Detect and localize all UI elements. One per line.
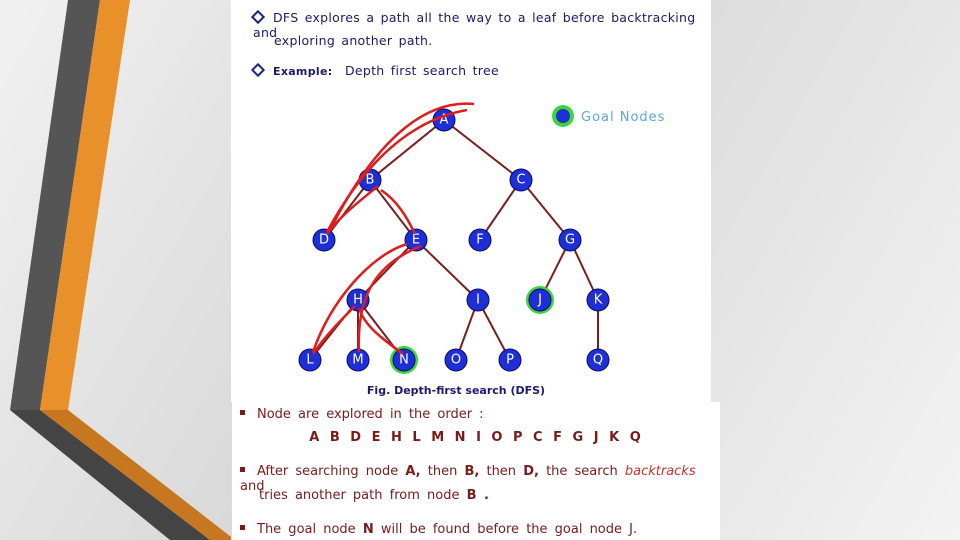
square-bullet-icon: [240, 467, 245, 472]
node-n-ref: N: [362, 522, 374, 537]
backtrack-text: and: [240, 479, 265, 494]
diagram-panel: [231, 0, 711, 402]
bullet-order-intro: [240, 407, 484, 422]
tree-node-label-q: Q: [592, 352, 604, 368]
backtrack-text: tries another path from node: [259, 488, 460, 503]
tree-node-label-h: H: [353, 292, 363, 308]
example-text: Depth first search tree: [344, 63, 499, 78]
bullet-text-line2: exploring another path.: [274, 33, 433, 48]
square-bullet-icon: [240, 525, 245, 530]
goal-legend-node-icon: [556, 109, 570, 123]
tree-node-label-a: A: [439, 112, 449, 128]
tree-node-label-f: F: [476, 232, 484, 248]
explanation-panel: [231, 402, 720, 540]
tree-node-label-k: K: [593, 292, 603, 308]
example-label: Example:: [273, 65, 333, 78]
tree-node-label-i: I: [476, 292, 480, 308]
order-intro-text: Node are explored in the order :: [257, 407, 484, 422]
goal-text: will be found before the goal node J.: [380, 522, 638, 537]
bullet-goal: [240, 522, 637, 537]
node-b-ref: B .: [466, 488, 489, 503]
traversal-path-4: [381, 190, 415, 234]
exploration-order: A B D E H L M N I O P C F G J K Q: [309, 430, 643, 445]
square-bullet-icon: [240, 410, 245, 415]
node-d-ref: D,: [523, 464, 539, 479]
tree-node-label-g: G: [564, 232, 576, 248]
tree-edge-e-i: [416, 240, 478, 300]
tree-node-label-j: J: [538, 292, 542, 308]
tree-node-label-l: L: [306, 352, 314, 368]
tree-node-label-o: O: [450, 352, 462, 368]
tree-node-label-d: D: [318, 232, 330, 248]
tree-node-label-e: E: [411, 232, 421, 248]
tree-edge-c-g: [521, 180, 570, 240]
bullet-text-line1: DFS explores a path all the way to a leaf before backtracking and: [253, 10, 696, 40]
tree-node-label-b: B: [365, 172, 375, 188]
backtrack-text: then: [486, 464, 517, 479]
node-b-ref: B,: [464, 464, 480, 479]
node-a-ref: A,: [405, 464, 421, 479]
tree-edge-a-c: [444, 120, 521, 180]
goal-legend-label: Goal Nodes: [581, 110, 666, 125]
tree-node-label-m: M: [352, 352, 364, 368]
backtrack-text: then: [427, 464, 458, 479]
tree-node-label-p: P: [506, 352, 514, 368]
goal-text: The goal node: [257, 522, 356, 537]
backtrack-text: After searching node: [257, 464, 399, 479]
figure-caption: Fig. Depth-first search (DFS): [366, 384, 546, 397]
tree-node-label-c: C: [516, 172, 526, 188]
backtrack-text: the search: [546, 464, 618, 479]
tree-node-label-n: N: [399, 352, 409, 368]
backtracks-emphasis: backtracks: [624, 464, 696, 479]
backtrack-line2: [259, 488, 489, 503]
dfs-tree-diagram: [231, 0, 711, 402]
